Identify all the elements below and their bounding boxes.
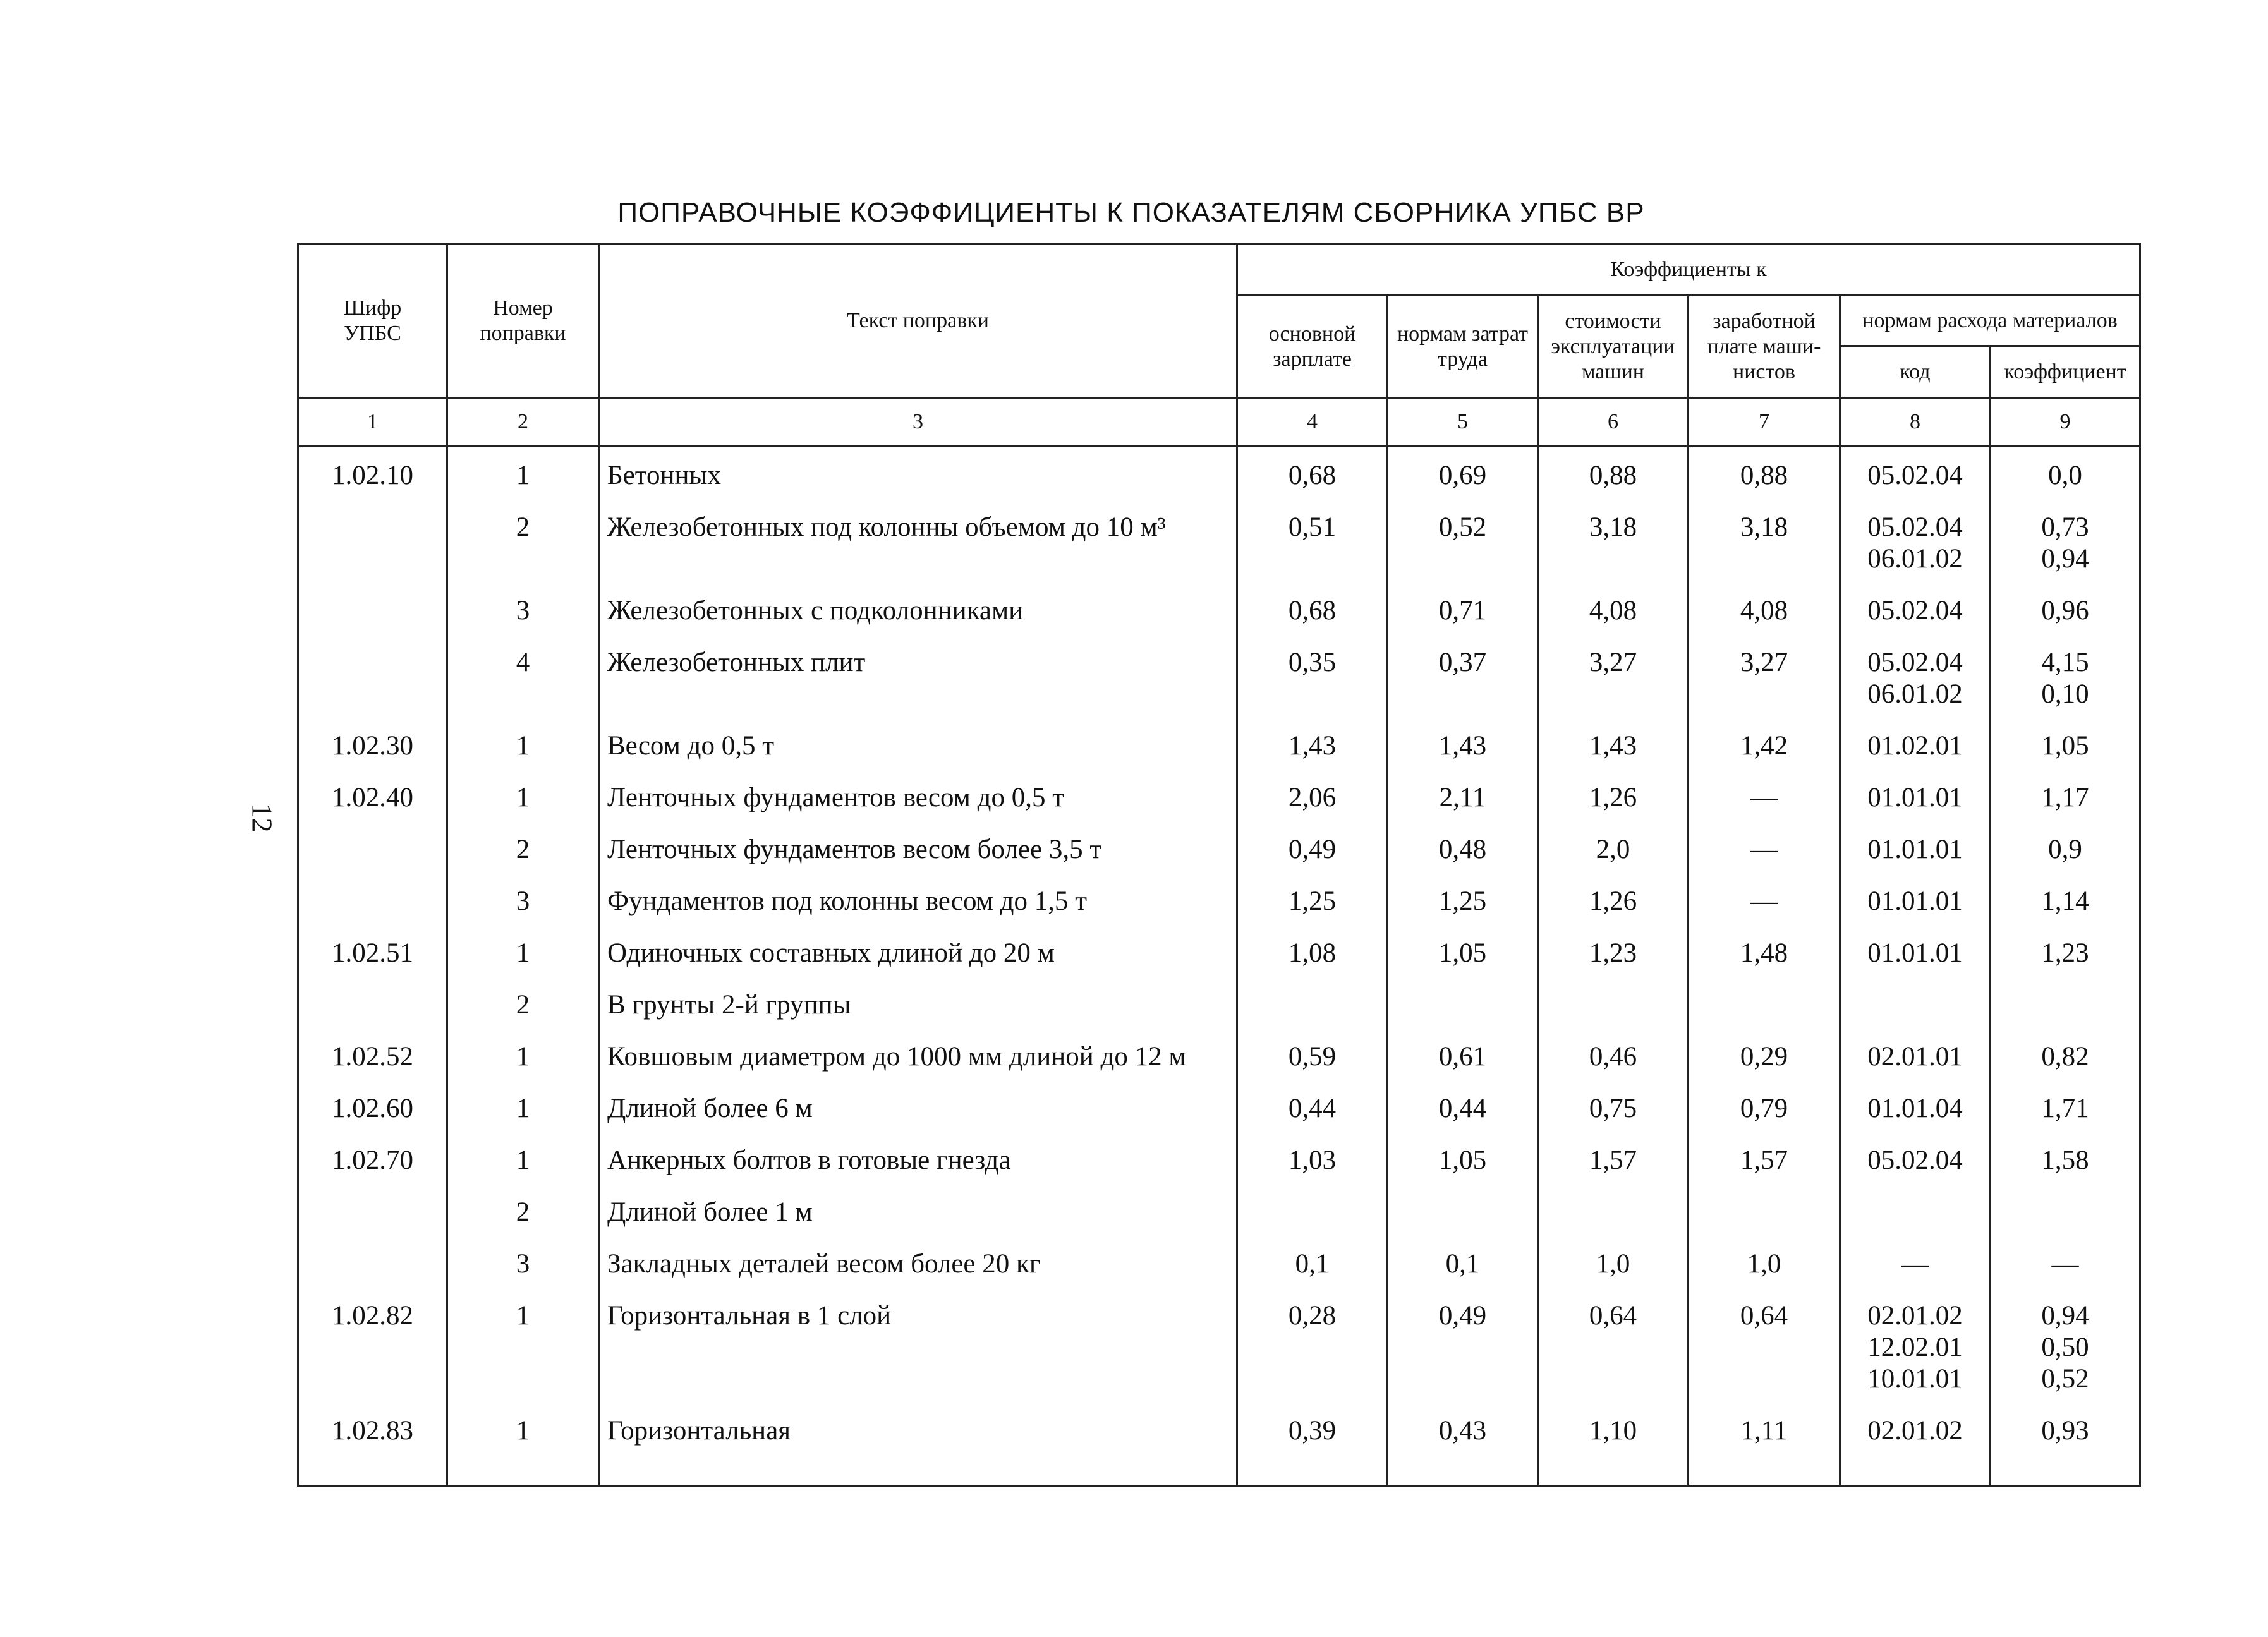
- material-code: 02.01.02: [1867, 1416, 1963, 1446]
- material-coef-cell: [1991, 1184, 2140, 1236]
- machine-cost-coef: 0,88: [1538, 447, 1689, 500]
- material-code-cell: [1840, 1403, 1991, 1486]
- material-coef: 1,05: [2041, 731, 2089, 761]
- material-coef-cell: [1991, 634, 2140, 718]
- row-number: 3: [447, 1236, 599, 1288]
- material-code: 12.02.01: [1867, 1332, 1963, 1362]
- row-number: 1: [447, 1029, 599, 1080]
- material-code-cell: [1840, 1080, 1991, 1132]
- material-code-cell: [1840, 770, 1991, 821]
- row-code: 1.02.30: [298, 718, 447, 770]
- material-coef: 0,0: [2048, 461, 2082, 490]
- material-code: —: [1901, 1249, 1929, 1279]
- row-text: Горизонтальная в 1 слой: [599, 1288, 1237, 1403]
- material-coef: 0,96: [2041, 596, 2089, 625]
- base-salary-coef: 0,59: [1237, 1029, 1388, 1080]
- table-row: [298, 1132, 2140, 1184]
- operator-salary-coef: 1,48: [1689, 925, 1840, 977]
- material-coef-cell: [1991, 873, 2140, 925]
- material-coef-cell: [1991, 977, 2140, 1029]
- operator-salary-coef: —: [1689, 821, 1840, 873]
- operator-salary-coef: 0,79: [1689, 1080, 1840, 1132]
- column-number: 5: [1388, 398, 1538, 447]
- table-row: [298, 925, 2140, 977]
- column-number: 3: [599, 398, 1237, 447]
- column-number: 6: [1538, 398, 1689, 447]
- page-number: 12: [246, 803, 279, 833]
- labor-norms-coef: 0,61: [1388, 1029, 1538, 1080]
- coefficients-table: [297, 243, 2141, 1487]
- base-salary-coef: 0,39: [1237, 1403, 1388, 1486]
- base-salary-coef: 0,28: [1237, 1288, 1388, 1403]
- operator-salary-coef: 3,18: [1689, 499, 1840, 583]
- header-material-norms: нормам расхода материалов: [1840, 296, 2140, 346]
- material-code: 05.02.04: [1867, 512, 1963, 542]
- row-code: [298, 499, 447, 583]
- column-number: 7: [1689, 398, 1840, 447]
- row-number: 4: [447, 634, 599, 718]
- table-row: [298, 1080, 2140, 1132]
- material-code-cell: [1840, 1184, 1991, 1236]
- operator-salary-coef: —: [1689, 770, 1840, 821]
- operator-salary-coef: 4,08: [1689, 583, 1840, 634]
- row-number: 1: [447, 447, 599, 500]
- material-code: 05.02.04: [1867, 596, 1963, 625]
- material-coef-cell: [1991, 447, 2140, 500]
- machine-cost-coef: 1,0: [1538, 1236, 1689, 1288]
- material-coef: 1,17: [2041, 783, 2089, 812]
- labor-norms-coef: 0,43: [1388, 1403, 1538, 1486]
- row-number: 1: [447, 925, 599, 977]
- row-text: Закладных деталей весом более 20 кг: [599, 1236, 1237, 1288]
- machine-cost-coef: 1,26: [1538, 770, 1689, 821]
- row-code: [298, 583, 447, 634]
- row-text: Длиной более 1 м: [599, 1184, 1237, 1236]
- material-code-cell: [1840, 583, 1991, 634]
- row-text: Бетонных: [599, 447, 1237, 500]
- material-code: 02.01.02: [1867, 1301, 1963, 1331]
- row-text: Горизонтальная: [599, 1403, 1237, 1486]
- table-row: [298, 821, 2140, 873]
- table-row: [298, 770, 2140, 821]
- base-salary-coef: 0,49: [1237, 821, 1388, 873]
- material-coef-cell: [1991, 1029, 2140, 1080]
- material-coef-cell: [1991, 1080, 2140, 1132]
- header-material-coef: коэффициент: [1991, 346, 2140, 398]
- table-row: [298, 1236, 2140, 1288]
- table-row: [298, 873, 2140, 925]
- material-coef: 0,9: [2048, 835, 2082, 864]
- material-coef: 0,94: [2041, 1301, 2089, 1331]
- labor-norms-coef: 0,69: [1388, 447, 1538, 500]
- column-number: 9: [1991, 398, 2140, 447]
- material-code: 01.01.01: [1867, 835, 1963, 864]
- table-row: [298, 1029, 2140, 1080]
- material-code: 01.01.04: [1867, 1094, 1963, 1123]
- operator-salary-coef: 1,0: [1689, 1236, 1840, 1288]
- material-coef: 0,73: [2041, 512, 2089, 542]
- material-code: 01.01.01: [1867, 886, 1963, 916]
- operator-salary-coef: 0,64: [1689, 1288, 1840, 1403]
- material-coef-cell: [1991, 718, 2140, 770]
- row-code: 1.02.60: [298, 1080, 447, 1132]
- material-coef: 0,50: [2041, 1332, 2089, 1362]
- labor-norms-coef: 0,48: [1388, 821, 1538, 873]
- column-number: 8: [1840, 398, 1991, 447]
- material-code: 05.02.04: [1867, 461, 1963, 490]
- operator-salary-coef: —: [1689, 873, 1840, 925]
- material-code-cell: [1840, 447, 1991, 500]
- machine-cost-coef: 1,10: [1538, 1403, 1689, 1486]
- labor-norms-coef: 0,71: [1388, 583, 1538, 634]
- base-salary-coef: 1,08: [1237, 925, 1388, 977]
- material-coef-cell: [1991, 583, 2140, 634]
- material-code-cell: [1840, 499, 1991, 583]
- machine-cost-coef: 3,27: [1538, 634, 1689, 718]
- column-number: 2: [447, 398, 599, 447]
- material-coef-cell: [1991, 1236, 2140, 1288]
- row-code: [298, 1236, 447, 1288]
- material-coef-cell: [1991, 770, 2140, 821]
- machine-cost-coef: [1538, 977, 1689, 1029]
- material-code: 10.01.01: [1867, 1364, 1963, 1394]
- material-code: 05.02.04: [1867, 1145, 1963, 1175]
- page-title: ПОПРАВОЧНЫЕ КОЭФФИЦИЕНТЫ К ПОКАЗАТЕЛЯМ СБОРНИКА УПБС ВР: [617, 197, 1645, 228]
- labor-norms-coef: [1388, 977, 1538, 1029]
- base-salary-coef: 0,44: [1237, 1080, 1388, 1132]
- material-code: 05.02.04: [1867, 648, 1963, 677]
- base-salary-coef: 0,51: [1237, 499, 1388, 583]
- table-row: [298, 977, 2140, 1029]
- column-number: 4: [1237, 398, 1388, 447]
- header-coefficients-group: Коэффициенты к: [1237, 244, 2140, 296]
- labor-norms-coef: 0,52: [1388, 499, 1538, 583]
- machine-cost-coef: 3,18: [1538, 499, 1689, 583]
- header-material-code: код: [1840, 346, 1991, 398]
- material-coef: 1,14: [2041, 886, 2089, 916]
- operator-salary-coef: 0,29: [1689, 1029, 1840, 1080]
- material-code: 01.01.01: [1867, 783, 1963, 812]
- material-code: 02.01.01: [1867, 1042, 1963, 1072]
- material-code-cell: [1840, 873, 1991, 925]
- material-coef: 0,10: [2041, 679, 2089, 709]
- header-operator-salary: заработной плате маши-нистов: [1689, 296, 1840, 398]
- header-labor-norms: нормам затрат труда: [1388, 296, 1538, 398]
- row-text: В грунты 2-й группы: [599, 977, 1237, 1029]
- material-coef: 1,23: [2041, 938, 2089, 968]
- base-salary-coef: [1237, 1184, 1388, 1236]
- row-code: 1.02.82: [298, 1288, 447, 1403]
- material-coef-cell: [1991, 499, 2140, 583]
- material-coef: —: [2051, 1249, 2079, 1279]
- material-coef: 1,58: [2041, 1145, 2089, 1175]
- row-text: Длиной более 6 м: [599, 1080, 1237, 1132]
- material-coef: 0,52: [2041, 1364, 2089, 1394]
- row-text: Весом до 0,5 т: [599, 718, 1237, 770]
- labor-norms-coef: 0,44: [1388, 1080, 1538, 1132]
- material-code-cell: [1840, 977, 1991, 1029]
- row-text: Железобетонных плит: [599, 634, 1237, 718]
- row-number: 2: [447, 821, 599, 873]
- operator-salary-coef: [1689, 977, 1840, 1029]
- machine-cost-coef: 1,23: [1538, 925, 1689, 977]
- row-text: Ленточных фундаментов весом до 0,5 т: [599, 770, 1237, 821]
- header-text: Текст поправки: [599, 244, 1237, 398]
- row-number: 2: [447, 977, 599, 1029]
- row-code: [298, 1184, 447, 1236]
- material-code-cell: [1840, 1236, 1991, 1288]
- material-code-cell: [1840, 1029, 1991, 1080]
- material-code-cell: [1840, 1288, 1991, 1403]
- table-row: [298, 1184, 2140, 1236]
- row-code: [298, 873, 447, 925]
- row-number: 1: [447, 770, 599, 821]
- base-salary-coef: 1,43: [1237, 718, 1388, 770]
- material-coef: 0,94: [2041, 544, 2089, 574]
- table-row: [298, 634, 2140, 718]
- material-coef: 0,82: [2041, 1042, 2089, 1072]
- operator-salary-coef: 3,27: [1689, 634, 1840, 718]
- row-text: Ленточных фундаментов весом более 3,5 т: [599, 821, 1237, 873]
- row-text: Железобетонных под колонны объемом до 10 м³: [599, 499, 1237, 583]
- machine-cost-coef: [1538, 1184, 1689, 1236]
- row-code: 1.02.51: [298, 925, 447, 977]
- material-code: 01.01.01: [1867, 938, 1963, 968]
- row-number: 1: [447, 718, 599, 770]
- base-salary-coef: 1,03: [1237, 1132, 1388, 1184]
- row-code: [298, 634, 447, 718]
- machine-cost-coef: 0,75: [1538, 1080, 1689, 1132]
- material-code: 01.02.01: [1867, 731, 1963, 761]
- labor-norms-coef: 0,37: [1388, 634, 1538, 718]
- row-code: 1.02.40: [298, 770, 447, 821]
- row-number: 1: [447, 1132, 599, 1184]
- base-salary-coef: 0,68: [1237, 583, 1388, 634]
- row-code: [298, 977, 447, 1029]
- operator-salary-coef: 1,42: [1689, 718, 1840, 770]
- row-number: 1: [447, 1403, 599, 1486]
- table-row: [298, 1403, 2140, 1486]
- material-coef-cell: [1991, 1403, 2140, 1486]
- labor-norms-coef: 1,25: [1388, 873, 1538, 925]
- table-row: [298, 583, 2140, 634]
- material-coef-cell: [1991, 1288, 2140, 1403]
- table-row: [298, 718, 2140, 770]
- operator-salary-coef: [1689, 1184, 1840, 1236]
- column-number-row: [298, 398, 2140, 447]
- table-body: [298, 447, 2140, 1486]
- header-base-salary: основной зарплате: [1237, 296, 1388, 398]
- base-salary-coef: 0,35: [1237, 634, 1388, 718]
- material-code: 06.01.02: [1867, 679, 1963, 709]
- row-code: 1.02.10: [298, 447, 447, 500]
- table-row: [298, 447, 2140, 500]
- machine-cost-coef: 0,46: [1538, 1029, 1689, 1080]
- operator-salary-coef: 0,88: [1689, 447, 1840, 500]
- base-salary-coef: 2,06: [1237, 770, 1388, 821]
- material-coef-cell: [1991, 925, 2140, 977]
- header-number: Номер поправки: [447, 244, 599, 398]
- operator-salary-coef: 1,57: [1689, 1132, 1840, 1184]
- material-code-cell: [1840, 718, 1991, 770]
- labor-norms-coef: 0,1: [1388, 1236, 1538, 1288]
- row-number: 1: [447, 1288, 599, 1403]
- table-header: [298, 244, 2140, 398]
- row-number: 3: [447, 873, 599, 925]
- base-salary-coef: 0,1: [1237, 1236, 1388, 1288]
- column-number: 1: [298, 398, 447, 447]
- row-number: 3: [447, 583, 599, 634]
- machine-cost-coef: 4,08: [1538, 583, 1689, 634]
- material-coef: 1,71: [2041, 1094, 2089, 1123]
- labor-norms-coef: 0,49: [1388, 1288, 1538, 1403]
- labor-norms-coef: 1,05: [1388, 925, 1538, 977]
- row-text: Фундаментов под колонны весом до 1,5 т: [599, 873, 1237, 925]
- material-coef: 4,15: [2041, 648, 2089, 677]
- row-number: 1: [447, 1080, 599, 1132]
- row-text: Анкерных болтов в готовые гнезда: [599, 1132, 1237, 1184]
- operator-salary-coef: 1,11: [1689, 1403, 1840, 1486]
- labor-norms-coef: 2,11: [1388, 770, 1538, 821]
- row-number: 2: [447, 499, 599, 583]
- base-salary-coef: [1237, 977, 1388, 1029]
- row-code: 1.02.83: [298, 1403, 447, 1486]
- machine-cost-coef: 2,0: [1538, 821, 1689, 873]
- table-row: [298, 1288, 2140, 1403]
- material-code-cell: [1840, 634, 1991, 718]
- labor-norms-coef: 1,43: [1388, 718, 1538, 770]
- machine-cost-coef: 1,43: [1538, 718, 1689, 770]
- header-code: Шифр УПБС: [298, 244, 447, 398]
- row-text: Железобетонных с подколонниками: [599, 583, 1237, 634]
- material-coef-cell: [1991, 821, 2140, 873]
- header-machine-cost: стоимости эксплуатации машин: [1538, 296, 1689, 398]
- base-salary-coef: 0,68: [1237, 447, 1388, 500]
- machine-cost-coef: 1,26: [1538, 873, 1689, 925]
- row-code: [298, 821, 447, 873]
- material-code: 06.01.02: [1867, 544, 1963, 574]
- labor-norms-coef: [1388, 1184, 1538, 1236]
- material-code-cell: [1840, 1132, 1991, 1184]
- material-code-cell: [1840, 821, 1991, 873]
- machine-cost-coef: 0,64: [1538, 1288, 1689, 1403]
- material-code-cell: [1840, 925, 1991, 977]
- row-code: 1.02.52: [298, 1029, 447, 1080]
- material-coef-cell: [1991, 1132, 2140, 1184]
- material-coef: 0,93: [2041, 1416, 2089, 1446]
- row-code: 1.02.70: [298, 1132, 447, 1184]
- row-text: Одиночных составных длиной до 20 м: [599, 925, 1237, 977]
- table-row: [298, 499, 2140, 583]
- row-number: 2: [447, 1184, 599, 1236]
- machine-cost-coef: 1,57: [1538, 1132, 1689, 1184]
- base-salary-coef: 1,25: [1237, 873, 1388, 925]
- row-text: Ковшовым диаметром до 1000 мм длиной до 12 м: [599, 1029, 1237, 1080]
- labor-norms-coef: 1,05: [1388, 1132, 1538, 1184]
